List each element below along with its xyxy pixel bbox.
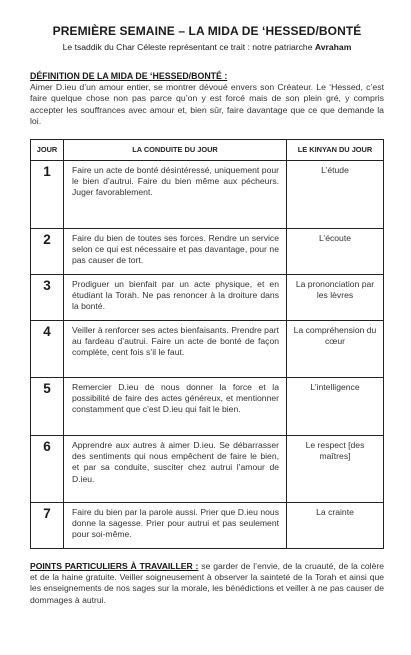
page-title: PREMIÈRE SEMAINE – LA MIDA DE ‘HESSED/BONTÉ xyxy=(52,24,362,38)
day-cell xyxy=(31,377,64,435)
conduct-text: Veiller à renforcer ses actes bienfaisants. Prendre part au fardeau d’autrui. Faire un acte de bonté de façon complète, cent fois s’il le faut. xyxy=(72,324,279,358)
kinyan-text: Le respect [des maîtres] xyxy=(305,439,365,462)
kinyan-cell xyxy=(287,435,384,502)
conduct-cell xyxy=(64,377,287,435)
table-row xyxy=(31,435,384,502)
day-number: 1 xyxy=(43,163,51,179)
kinyan-text: L’étude xyxy=(321,164,349,175)
conduct-cell xyxy=(64,435,287,502)
day-number: 4 xyxy=(43,323,51,339)
kinyan-cell xyxy=(287,377,384,435)
table-row xyxy=(31,160,384,228)
conduct-text: Prodiguer un bienfait par un acte physique, et en étudiant la Torah. Ne pas renoncer à la droiture dans la bonté. xyxy=(72,278,279,312)
conduct-text: Faire du bien de toutes ses forces. Rendre un service selon ce qui est nécessaire et pas davantage, pour ne pas causer de tort. xyxy=(72,232,279,266)
conduct-table xyxy=(30,139,384,549)
day-cell xyxy=(31,320,64,377)
kinyan-cell xyxy=(287,228,384,274)
table-row xyxy=(31,274,384,320)
table-row xyxy=(31,377,384,435)
kinyan-cell xyxy=(287,274,384,320)
conduct-text: Faire du bien par la parole aussi. Prier que D.ieu nous donne la sagesse. Prier pour autrui et pas seulement pour soi-même. xyxy=(72,506,279,540)
points-paragraph xyxy=(30,561,384,607)
conduct-cell xyxy=(64,274,287,320)
kinyan-cell xyxy=(287,320,384,377)
conduct-text: Apprendre aux autres à aimer D.ieu. Se débarrasser des sentiments qui nous empêchent de faire le bien, et par sa conduite, susciter chez autrui l’amour de D.ieu. xyxy=(72,439,279,484)
conduct-text: Faire un acte de bonté désintéressé, uniquement pour le bien d’autrui. Faire du bien même aux pécheurs. Juger favorablement. xyxy=(72,164,279,198)
table-row xyxy=(31,320,384,377)
conduct-text: Remercier D.ieu de nous donner la force et la possibilité de faire des actes généreux, et mentionner constamment que c’est D.ieu qui fait le bien. xyxy=(72,381,279,415)
table-row xyxy=(31,228,384,274)
table-row xyxy=(31,502,384,548)
kinyan-text: L’écoute xyxy=(318,232,352,243)
kinyan-cell xyxy=(287,160,384,228)
day-number: 5 xyxy=(43,380,51,396)
subtitle-text: Le tsaddik du Char Céleste représentant ce trait : notre patriarche xyxy=(62,42,315,52)
day-number: 6 xyxy=(43,438,51,454)
header-day: JOUR xyxy=(31,139,64,160)
conduct-cell xyxy=(64,320,287,377)
day-number: 3 xyxy=(43,277,51,293)
kinyan-cell xyxy=(287,502,384,548)
conduct-cell xyxy=(64,502,287,548)
day-cell xyxy=(31,274,64,320)
subtitle-name: Avraham xyxy=(314,42,352,52)
kinyan-text: La prononciation par les lèvres xyxy=(295,278,375,301)
conduct-cell xyxy=(64,160,287,228)
header-kinyan: LE KINYAN DU JOUR xyxy=(287,139,384,160)
day-cell xyxy=(31,160,64,228)
table-header-row xyxy=(31,139,384,160)
day-number: 7 xyxy=(43,505,51,521)
kinyan-text: La compréhension du cœur xyxy=(293,324,377,347)
page-subtitle xyxy=(30,42,384,52)
day-number: 2 xyxy=(43,231,51,247)
day-cell xyxy=(31,502,64,548)
day-cell xyxy=(31,228,64,274)
kinyan-text: La crainte xyxy=(316,506,354,517)
conduct-cell xyxy=(64,228,287,274)
points-text: se garder de l’envie, de la cruauté, de la colère et de la haine gratuite. Veiller soigneusement à observer la sainteté de la Torah et ainsi que les enseignements de nos sages sur la morale, les bénédictions et veiller à ne pas causer de dommages à autrui. xyxy=(30,560,385,605)
definition-heading: DÉFINITION DE LA MIDA DE ‘HESSED/BONTÉ : xyxy=(30,71,228,81)
header-conduct: LA CONDUITE DU JOUR xyxy=(64,139,287,160)
kinyan-text: L’intelligence xyxy=(310,381,360,392)
day-cell xyxy=(31,435,64,502)
points-heading: POINTS PARTICULIERS À TRAVAILLER : xyxy=(30,560,199,571)
definition-text: Aimer D.ieu d’un amour entier, se montrer dévoué envers son Créateur. Le ‘Hessed, c’est faire quelque chose non pas parce qu’on y est forcé mais de son plein gré, y compris accepter les souffrances avec amour et, bien sûr, faire davantage que ce que demande la loi. xyxy=(30,82,384,127)
